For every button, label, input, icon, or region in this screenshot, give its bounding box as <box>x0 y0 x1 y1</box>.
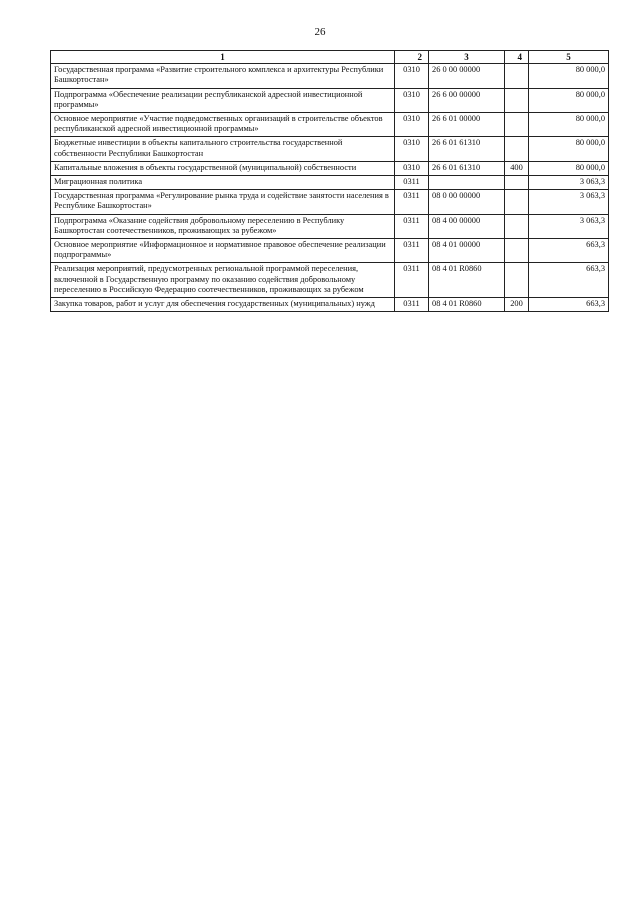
table-body <box>51 64 609 312</box>
cell-target-code: 08 4 01 R0860 <box>429 263 505 298</box>
cell-amount: 80 000,0 <box>529 161 609 175</box>
cell-expense-type <box>505 113 529 137</box>
cell-section-code: 0310 <box>395 88 429 112</box>
cell-section-code: 0311 <box>395 263 429 298</box>
cell-target-code: 08 4 00 00000 <box>429 214 505 238</box>
cell-target-code: 26 6 01 61310 <box>429 137 505 161</box>
cell-amount: 663,3 <box>529 298 609 312</box>
cell-amount: 663,3 <box>529 239 609 263</box>
cell-name: Реализация мероприятий, предусмотренных региональной программой переселения, включенной в Государственную программу по оказанию содействия добровольному переселению в Российскую Федерацию соотечественников, проживающих за рубежом <box>51 263 395 298</box>
cell-amount: 80 000,0 <box>529 88 609 112</box>
column-header-type: 4 <box>505 51 529 64</box>
budget-table <box>50 50 609 312</box>
cell-name: Капитальные вложения в объекты государственной (муниципальной) собственности <box>51 161 395 175</box>
cell-name: Подпрограмма «Обеспечение реализации республиканской адресной инвестиционной программы» <box>51 88 395 112</box>
cell-amount: 80 000,0 <box>529 113 609 137</box>
column-header-section: 2 <box>395 51 429 64</box>
table-row <box>51 113 609 137</box>
cell-target-code: 08 4 01 R0860 <box>429 298 505 312</box>
cell-name: Бюджетные инвестиции в объекты капитального строительства государственной собственности Республики Башкортостан <box>51 137 395 161</box>
table-row <box>51 176 609 190</box>
column-header-name: 1 <box>51 51 395 64</box>
cell-target-code: 26 6 01 00000 <box>429 113 505 137</box>
cell-amount: 80 000,0 <box>529 137 609 161</box>
page-number: 26 <box>314 26 326 38</box>
cell-section-code: 0310 <box>395 64 429 88</box>
cell-target-code: 08 4 01 00000 <box>429 239 505 263</box>
cell-amount: 80 000,0 <box>529 64 609 88</box>
column-header-target: 3 <box>429 51 505 64</box>
cell-expense-type <box>505 137 529 161</box>
cell-section-code: 0310 <box>395 113 429 137</box>
cell-amount: 3 063,3 <box>529 214 609 238</box>
cell-expense-type <box>505 214 529 238</box>
cell-expense-type <box>505 239 529 263</box>
cell-name: Основное мероприятие «Участие подведомственных организаций в строительстве объектов республиканской адресной инвестиционной программы» <box>51 113 395 137</box>
cell-section-code: 0311 <box>395 190 429 214</box>
cell-section-code: 0311 <box>395 214 429 238</box>
cell-name: Государственная программа «Регулирование рынка труда и содействие занятости населения в Республике Башкортостан» <box>51 190 395 214</box>
cell-amount: 663,3 <box>529 263 609 298</box>
cell-section-code: 0310 <box>395 137 429 161</box>
cell-amount: 3 063,3 <box>529 190 609 214</box>
table-row <box>51 137 609 161</box>
cell-expense-type <box>505 176 529 190</box>
table-header-row <box>51 51 609 64</box>
cell-name: Подпрограмма «Оказание содействия добровольному переселению в Республику Башкортостан соотечественников, проживающих за рубежом» <box>51 214 395 238</box>
table-row <box>51 239 609 263</box>
cell-section-code: 0311 <box>395 298 429 312</box>
table-row <box>51 161 609 175</box>
table-row <box>51 263 609 298</box>
cell-name: Основное мероприятие «Информационное и нормативное правовое обеспечение реализации подпрограммы» <box>51 239 395 263</box>
table-row <box>51 214 609 238</box>
cell-expense-type <box>505 190 529 214</box>
cell-amount: 3 063,3 <box>529 176 609 190</box>
cell-expense-type <box>505 88 529 112</box>
cell-name: Государственная программа «Развитие строительного комплекса и архитектуры Республики Башкортостан» <box>51 64 395 88</box>
cell-section-code: 0311 <box>395 176 429 190</box>
cell-expense-type <box>505 64 529 88</box>
cell-section-code: 0310 <box>395 161 429 175</box>
table-row <box>51 64 609 88</box>
cell-target-code: 26 6 00 00000 <box>429 88 505 112</box>
cell-target-code: 08 0 00 00000 <box>429 190 505 214</box>
cell-expense-type: 400 <box>505 161 529 175</box>
table-row <box>51 88 609 112</box>
cell-expense-type <box>505 263 529 298</box>
cell-expense-type: 200 <box>505 298 529 312</box>
cell-section-code: 0311 <box>395 239 429 263</box>
cell-target-code: 26 0 00 00000 <box>429 64 505 88</box>
table-row <box>51 298 609 312</box>
cell-name: Миграционная политика <box>51 176 395 190</box>
cell-target-code: 26 6 01 61310 <box>429 161 505 175</box>
table-row <box>51 190 609 214</box>
column-header-amount: 5 <box>529 51 609 64</box>
cell-target-code <box>429 176 505 190</box>
cell-name: Закупка товаров, работ и услуг для обеспечения государственных (муниципальных) нужд <box>51 298 395 312</box>
